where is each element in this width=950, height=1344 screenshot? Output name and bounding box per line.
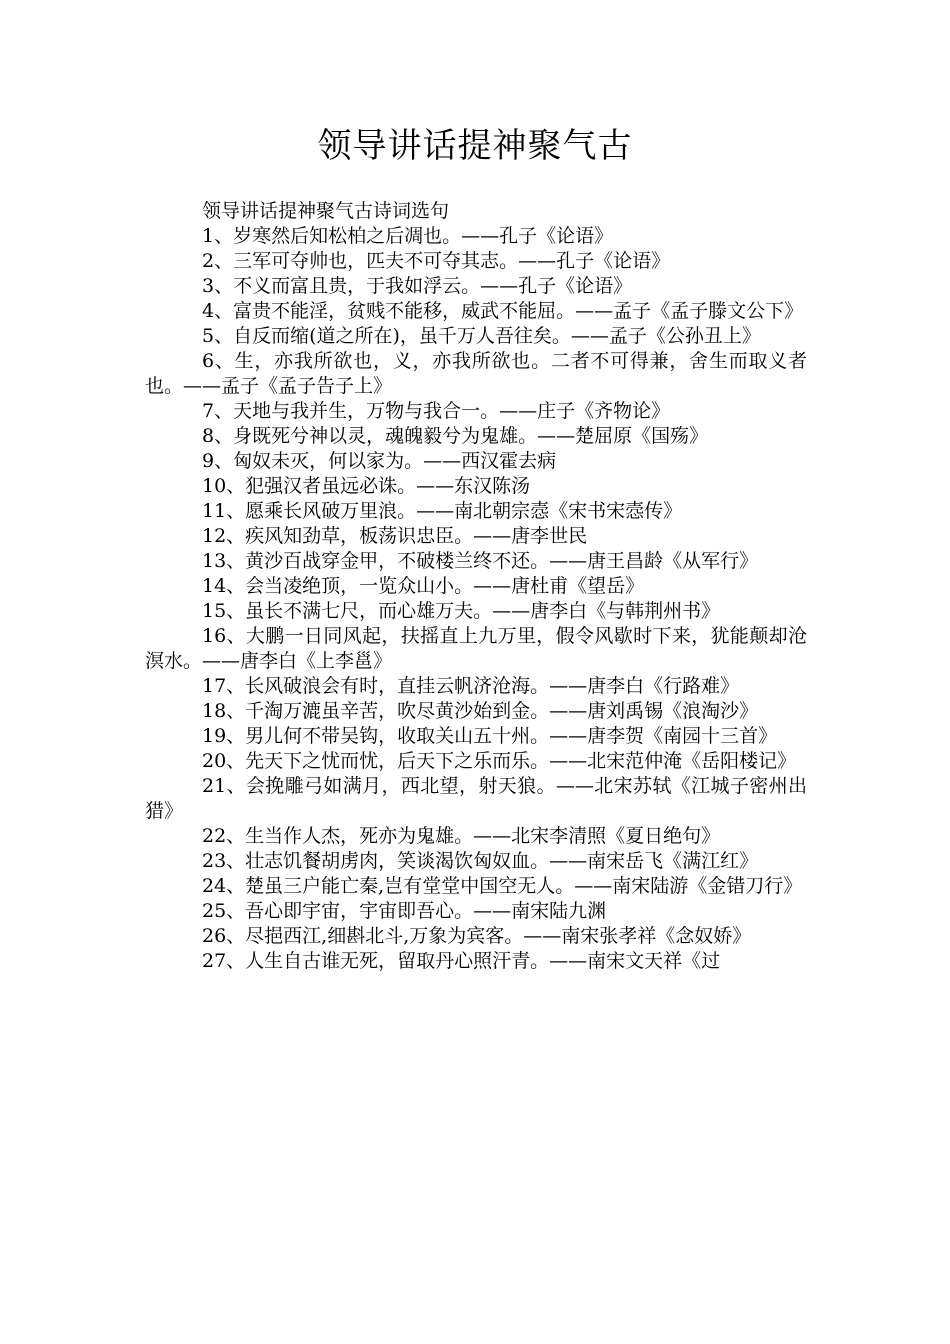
- quote-paragraph: 15、虽长不满七尺，而心雄万夫。——唐李白《与韩荆州书》: [202, 600, 721, 622]
- quote-paragraph: 11、愿乘长风破万里浪。——南北朝宗悫《宋书宋悫传》: [202, 500, 683, 522]
- quote-paragraph: 25、吾心即宇宙，宇宙即吾心。——南宋陆九渊: [202, 900, 607, 922]
- quote-paragraph: 8、身既死兮神以灵，魂魄毅兮为鬼雄。——楚屈原《国殇》: [202, 425, 709, 447]
- quote-paragraph: 4、富贵不能淫，贫贱不能移，威武不能屈。——孟子《孟子滕文公下》: [202, 300, 804, 322]
- quote-paragraph: 24、楚虽三户能亡秦,岂有堂堂中国空无人。——南宋陆游《金错刀行》: [202, 875, 803, 897]
- quote-paragraph: 26、尽挹西江,细斟北斗,万象为宾客。——南宋张孝祥《念奴娇》: [202, 925, 752, 947]
- quote-paragraph: 22、生当作人杰，死亦为鬼雄。——北宋李清照《夏日绝句》: [202, 825, 721, 847]
- quote-paragraph: 10、犯强汉者虽远必诛。——东汉陈汤: [202, 475, 531, 497]
- quote-paragraph: 2、三军可夺帅也，匹夫不可夺其志。——孔子《论语》: [202, 250, 671, 272]
- quote-paragraph: 1、岁寒然后知松柏之后凋也。——孔子《论语》: [202, 225, 614, 247]
- quote-paragraph: 20、先天下之忧而忧，后天下之乐而乐。——北宋范仲淹《岳阳楼记》: [202, 750, 797, 772]
- quote-paragraph: 6、生，亦我所欲也，义，亦我所欲也。二者不可得兼，舍生而取义者也。——孟子《孟子告子上》: [145, 350, 807, 397]
- document-body: [145, 199, 807, 974]
- document-paragraph: 领导讲话提神聚气古诗词选句: [202, 200, 450, 222]
- quote-paragraph: 13、黄沙百战穿金甲，不破楼兰终不还。——唐王昌龄《从军行》: [202, 550, 759, 572]
- document-title: 领导讲话提神聚气古: [317, 126, 633, 166]
- quote-paragraph: 14、会当凌绝顶，一览众山小。——唐杜甫《望岳》: [202, 575, 645, 597]
- quote-paragraph: 12、疾风知劲草，板荡识忠臣。——唐李世民: [202, 525, 588, 547]
- quote-paragraph: 9、匈奴未灭，何以家为。——西汉霍去病: [202, 450, 557, 472]
- quote-paragraph: 3、不义而富且贵，于我如浮云。——孔子《论语》: [202, 275, 633, 297]
- quote-paragraph: 23、壮志饥餐胡虏肉，笑谈渴饮匈奴血。——南宋岳飞《满江红》: [202, 850, 759, 872]
- quote-paragraph: 7、天地与我并生，万物与我合一。——庄子《齐物论》: [202, 400, 671, 422]
- quote-paragraph: 21、会挽雕弓如满月，西北望，射天狼。——北宋苏轼《江城子密州出猎》: [145, 775, 807, 822]
- quote-paragraph: 17、长风破浪会有时，直挂云帆济沧海。——唐李白《行路难》: [202, 675, 740, 697]
- quote-paragraph: 27、人生自古谁无死，留取丹心照汗青。——南宋文天祥《过: [202, 950, 721, 972]
- quote-paragraph: 16、大鹏一日同风起，扶摇直上九万里，假令风歇时下来，犹能颠却沧溟水。——唐李白《上李邕》: [145, 625, 807, 672]
- quote-paragraph: 19、男儿何不带吴钩，收取关山五十州。——唐李贺《南园十三首》: [202, 725, 778, 747]
- quote-paragraph: 18、千淘万漉虽辛苦，吹尽黄沙始到金。——唐刘禹锡《浪淘沙》: [202, 700, 759, 722]
- quote-paragraph: 5、自反而缩(道之所在)，虽千万人吾往矣。——孟子《公孙丑上》: [202, 325, 761, 347]
